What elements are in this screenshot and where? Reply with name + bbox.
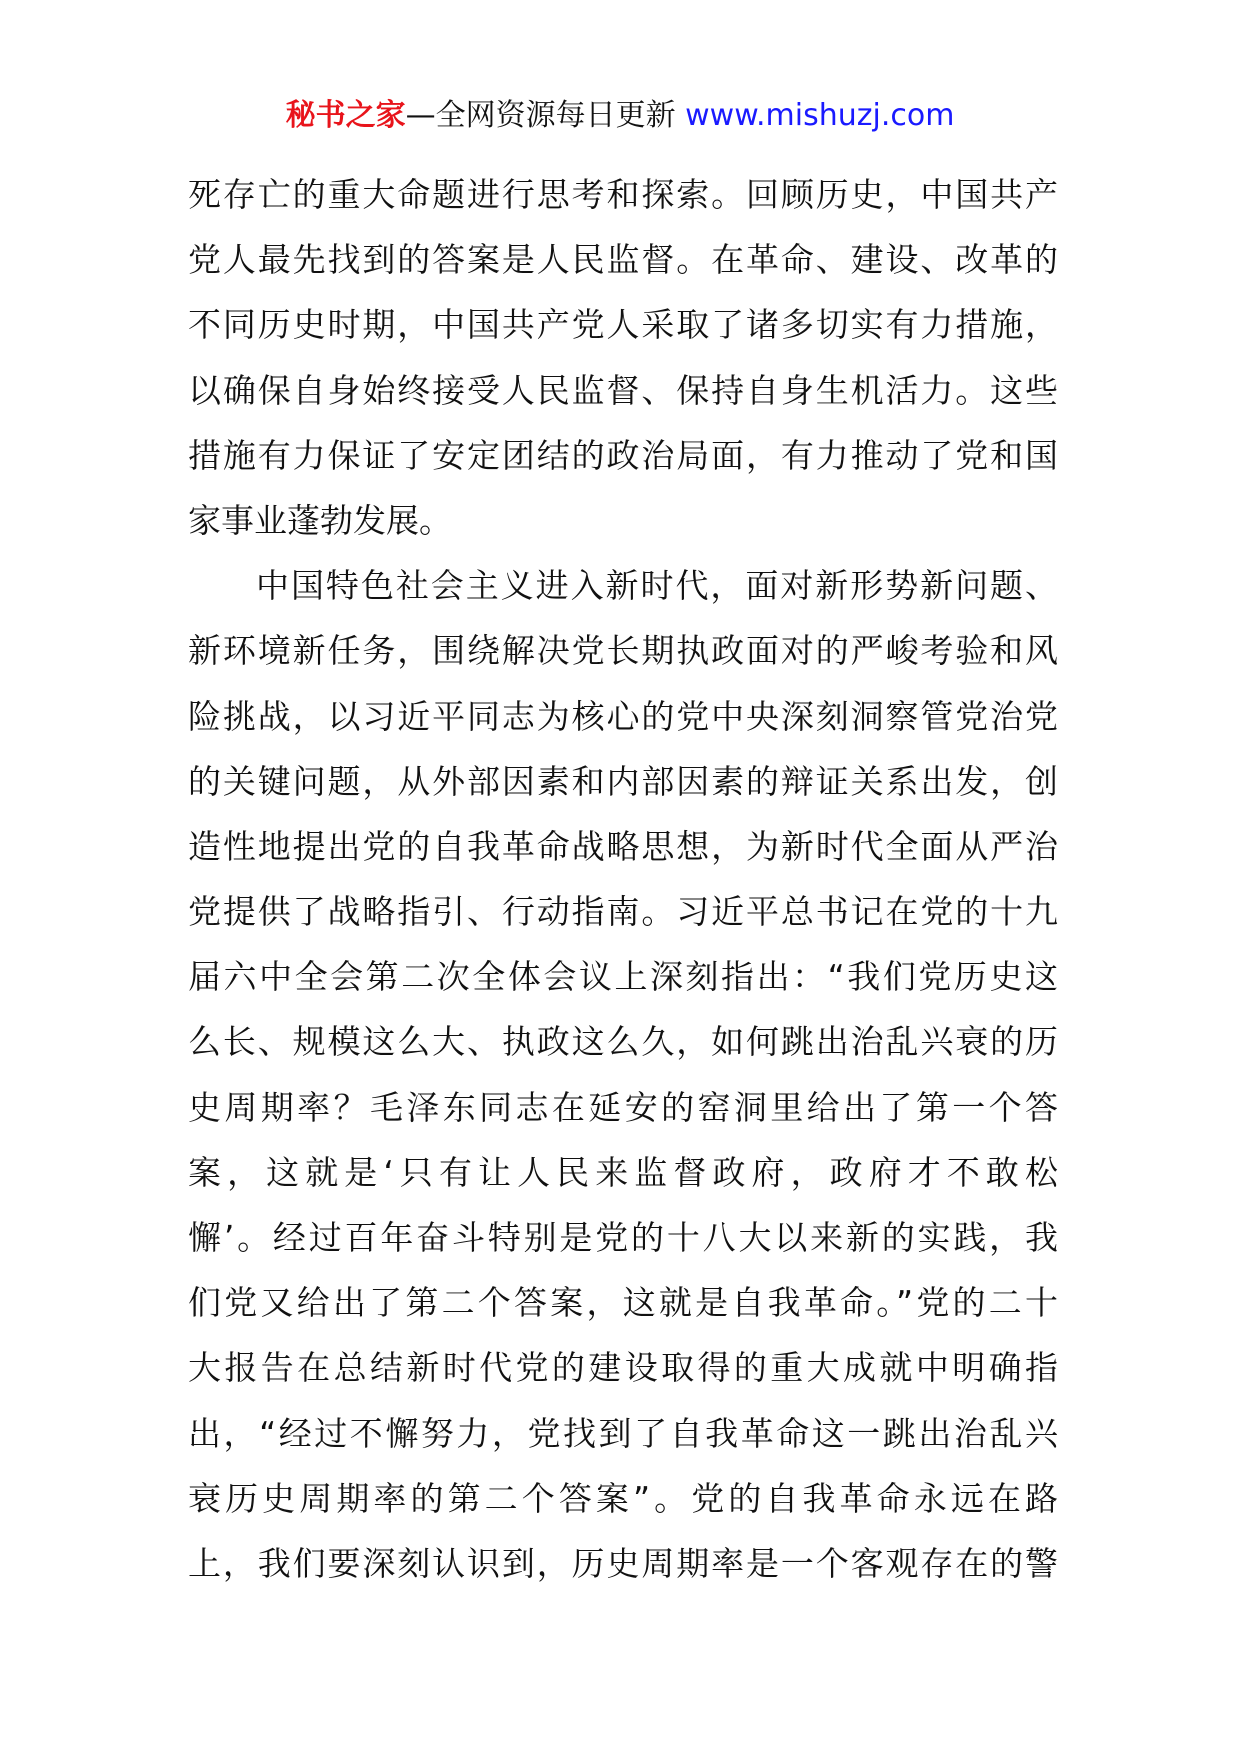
text-line: 的关键问题，从外部因素和内部因素的辩证关系出发，创 (188, 761, 1058, 801)
text-line: 案，这就是‘只有让人民来监督政府，政府才不敢松 (188, 1152, 1058, 1192)
text-line: 懈’。经过百年奋斗特别是党的十八大以来新的实践，我 (188, 1218, 1058, 1257)
text-line: 险挑战，以习近平同志为核心的党中央深刻洞察管党治党 (188, 696, 1058, 736)
text-line: 衰历史周期率的第二个答案”。党的自我革命永远在路 (188, 1478, 1058, 1518)
text-line: 届六中全会第二次全体会议上深刻指出：“我们党历史这 (188, 957, 1058, 997)
site-url-link[interactable]: www.mishuzj.com (685, 98, 955, 133)
text-line: 死存亡的重大命题进行思考和探索。回顾历史，中国共产 (188, 175, 1058, 214)
page-header (0, 94, 1240, 138)
text-line: 党人最先找到的答案是人民监督。在革命、建设、改革的 (188, 240, 1058, 280)
text-line: 以确保自身始终接受人民监督、保持自身生机活力。这些 (188, 370, 1058, 410)
text-line: 上，我们要深刻认识到，历史周期率是一个客观存在的警 (188, 1543, 1058, 1583)
text-line: 新环境新任务，围绕解决党长期执政面对的严峻考验和风 (188, 631, 1058, 671)
text-line: 措施有力保证了安定团结的政治局面，有力推动了党和国 (188, 435, 1058, 475)
text-line: 不同历史时期，中国共产党人采取了诸多切实有力措施， (188, 305, 1058, 345)
paragraph-first-line: 中国特色社会主义进入新时代，面对新形势新问题、 (256, 566, 1058, 606)
text-line: 党提供了战略指引、行动指南。习近平总书记在党的十九 (188, 892, 1058, 932)
text-line: 么长、规模这么大、执政这么久，如何跳出治乱兴衰的历 (188, 1022, 1058, 1062)
document-body (188, 162, 1058, 1596)
header-tagline: —全网资源每日更新 (405, 98, 676, 133)
brand-name: 秘书之家 (285, 98, 406, 133)
text-line: 大报告在总结新时代党的建设取得的重大成就中明确指 (188, 1348, 1058, 1388)
text-line: 们党又给出了第二个答案，这就是自我革命。”党的二十 (188, 1283, 1058, 1323)
text-line: 造性地提出党的自我革命战略思想，为新时代全面从严治 (188, 826, 1058, 866)
text-line: 出，“经过不懈努力，党找到了自我革命这一跳出治乱兴 (188, 1413, 1058, 1453)
text-line: 家事业蓬勃发展。 (188, 500, 452, 540)
text-line: 史周期率？毛泽东同志在延安的窑洞里给出了第一个答 (188, 1087, 1058, 1127)
